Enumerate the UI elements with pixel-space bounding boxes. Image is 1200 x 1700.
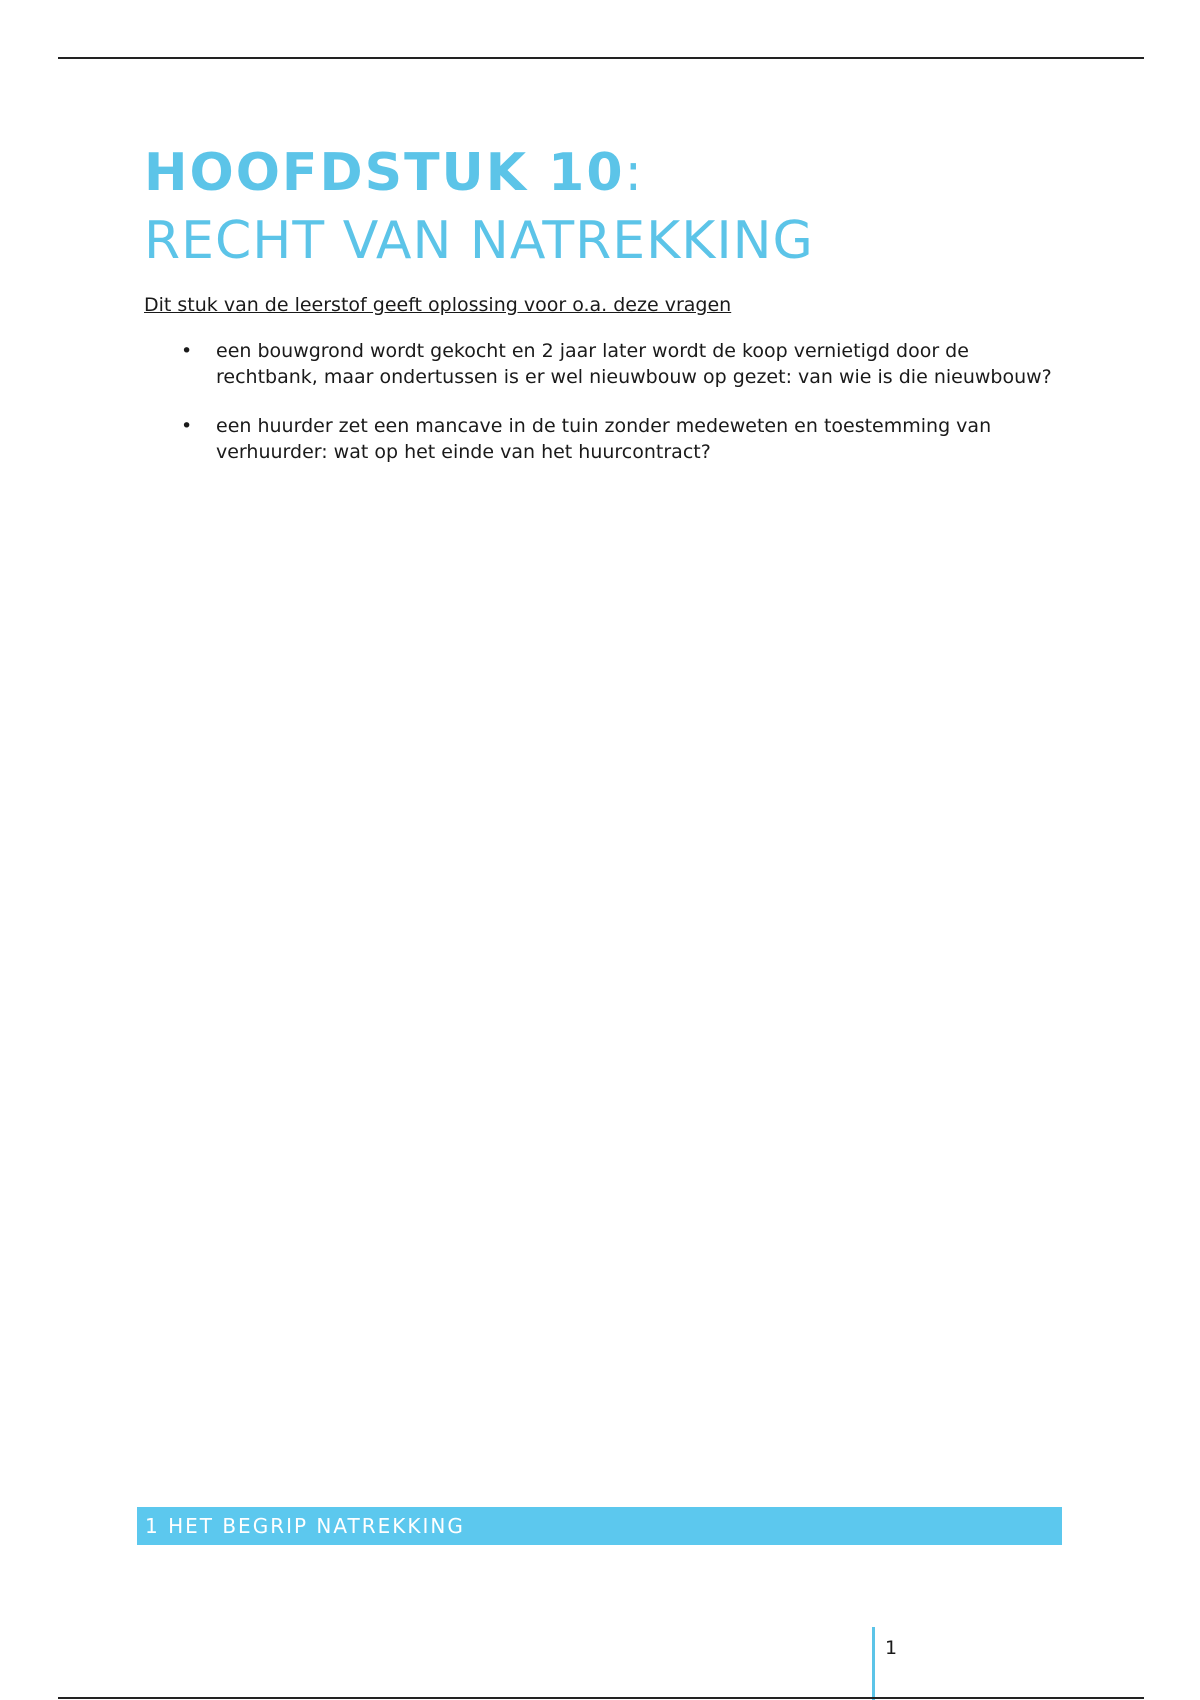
page-number: 1 xyxy=(885,1637,898,1659)
chapter-label-suffix: : xyxy=(624,143,643,203)
bullet-icon: • xyxy=(181,415,193,437)
chapter-label-bold: HOOFDSTUK 10 xyxy=(144,143,625,203)
section-heading-bar xyxy=(137,1507,1062,1545)
page-number-rule xyxy=(872,1627,875,1700)
header-rule xyxy=(58,57,1144,59)
question-list xyxy=(144,338,1064,488)
list-item xyxy=(144,338,1064,390)
list-item xyxy=(144,413,1064,465)
bullet-icon: • xyxy=(181,340,193,362)
footer-rule xyxy=(58,1697,1144,1699)
list-item-text: een huurder zet een mancave in de tuin zonder medeweten en toestemming van verhuurder: wat op het einde van het huurcontract? xyxy=(216,415,992,463)
intro-text: Dit stuk van de leerstof geeft oplossing voor o.a. deze vragen xyxy=(144,294,732,316)
section-heading: 1 HET BEGRIP NATREKKING xyxy=(145,1514,465,1538)
list-item-text: een bouwgrond wordt gekocht en 2 jaar later wordt de koop vernietigd door de rechtbank, maar ondertussen is er wel nieuwbouw op gezet: van wie is die nieuwbouw? xyxy=(216,340,1052,388)
chapter-label xyxy=(144,142,642,204)
chapter-title: RECHT VAN NATREKKING xyxy=(144,211,814,271)
